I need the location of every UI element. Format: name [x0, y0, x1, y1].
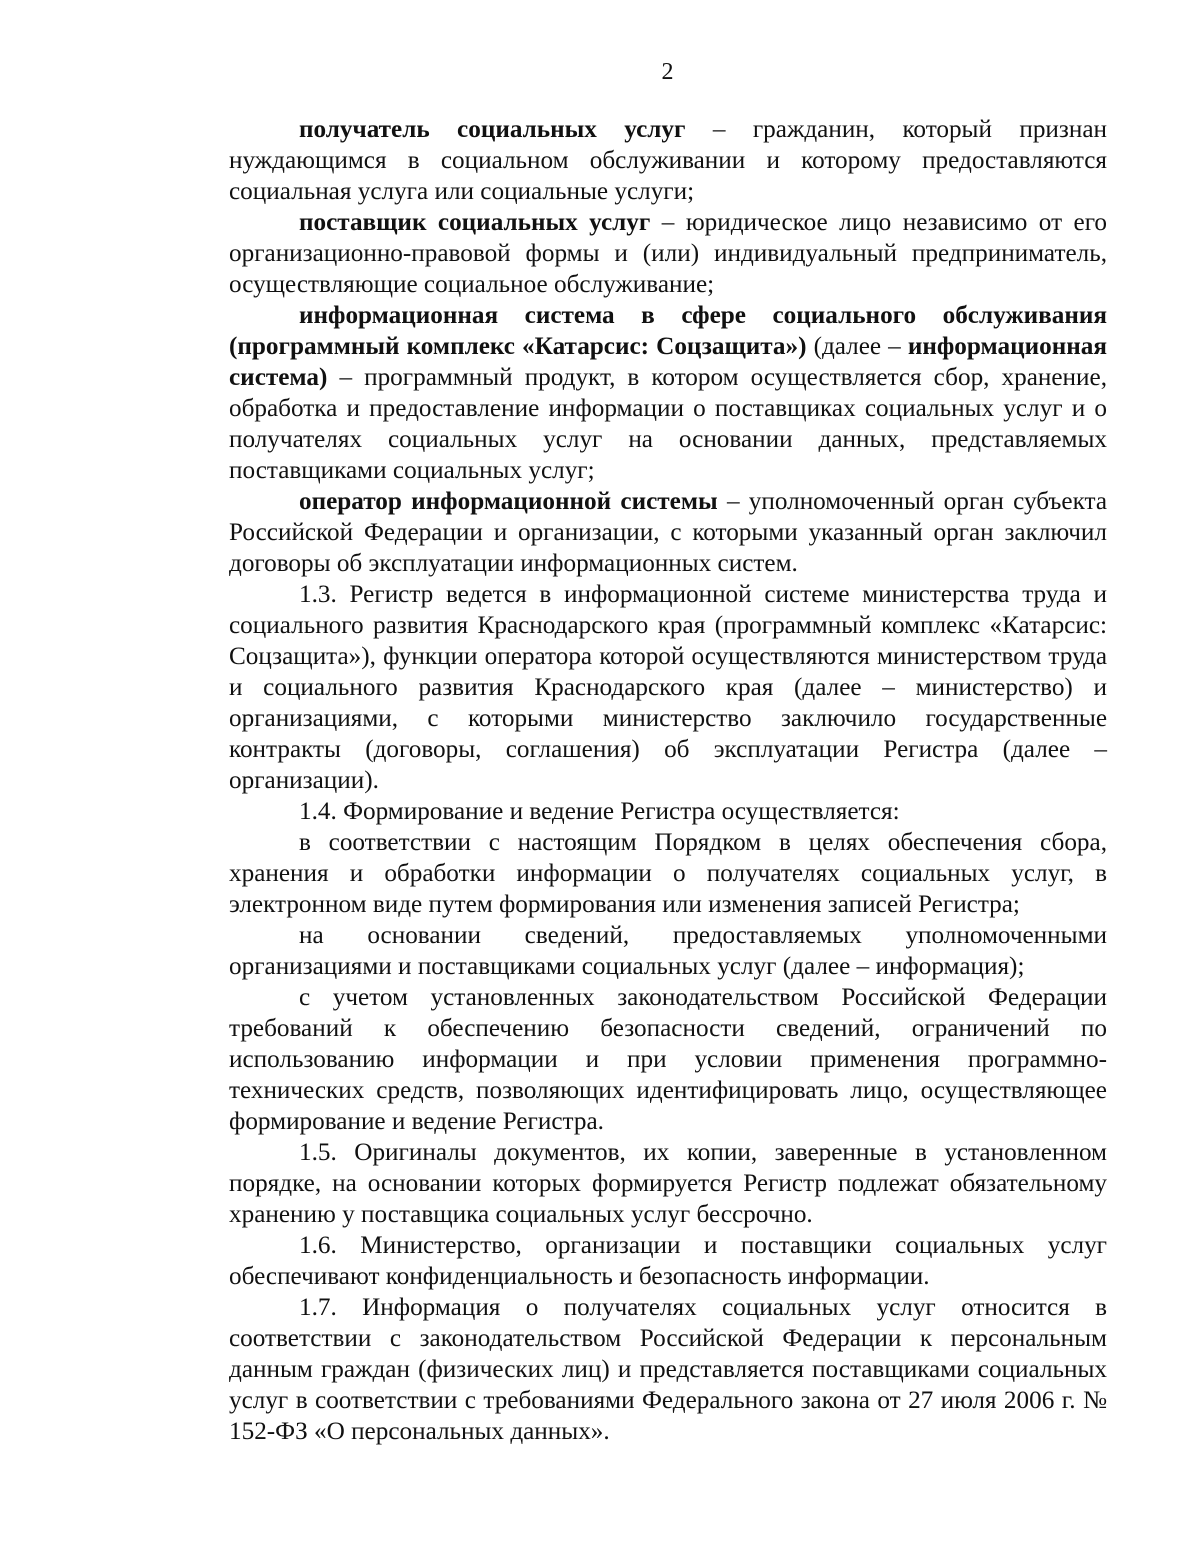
term-information-system-short: информационная система)	[229, 333, 1107, 391]
definition-provider-text: – юридическое лицо независимо от его организационно-правовой формы и (или) индивидуальный предприниматель, осуществляющие социальное обслуживание;	[229, 209, 1107, 298]
definition-recipient-text: – гражданин, который признан нуждающимся в социальном обслуживании и которому предоставляются социальная услуга или социальные услуги;	[229, 116, 1107, 205]
clause-1-3: 1.3. Регистр ведется в информационной системе министерства труда и социального развития Краснодарского края (программный комплекс «Катарсис: Соцзащита»), функции оператора которой осуществляются министерством труда и социального развития Краснодарского края (далее – министерство) и организациями, с которыми министерство заключило государственные контракты (договоры, соглашения) об эксплуатации Регистра (далее – организации).	[229, 581, 1107, 794]
definition-provider	[229, 207, 1107, 300]
clause-1-4-item-2: на основании сведений, предоставляемых уполномоченными организациями и поставщиками социальных услуг (далее – информация);	[229, 922, 1107, 980]
document-body	[229, 114, 1107, 1447]
definition-operator-text: – уполномоченный орган субъекта Российской Федерации и организации, с которыми указанный орган заключил договоры об эксплуатации информационных систем.	[229, 488, 1107, 577]
term-provider: поставщик социальных услуг	[299, 209, 651, 236]
definition-information-system-prefix: (далее –	[806, 333, 908, 360]
definition-information-system-text: – программный продукт, в котором осуществляется сбор, хранение, обработка и предоставление информации о поставщиках социальных услуг и о получателях социальных услуг на основании данных, представляемых поставщиками социальных услуг;	[229, 364, 1107, 484]
definition-operator	[229, 486, 1107, 579]
clause-1-4-item-3: с учетом установленных законодательством Российской Федерации требований к обеспечению безопасности сведений, ограничений по использованию информации и при условии применения программно-технических средств, позволяющих идентифицировать лицо, осуществляющее формирование и ведение Регистра.	[229, 984, 1107, 1135]
clause-1-4-item-1: в соответствии с настоящим Порядком в целях обеспечения сбора, хранения и обработки информации о получателях социальных услуг, в электронном виде путем формирования или изменения записей Регистра;	[229, 829, 1107, 918]
clause-1-4: 1.4. Формирование и ведение Регистра осуществляется:	[299, 798, 900, 825]
clause-1-6: 1.6. Министерство, организации и поставщики социальных услуг обеспечивают конфиденциальность и безопасность информации.	[229, 1232, 1107, 1290]
term-information-system: информационная система в сфере социального обслуживания (программный комплекс «Катарсис: Соцзащита»)	[229, 302, 1107, 360]
term-operator: оператор информационной системы	[299, 488, 718, 515]
definition-information-system	[229, 300, 1107, 486]
definition-recipient	[229, 114, 1107, 207]
clause-1-7: 1.7. Информация о получателях социальных услуг относится в соответствии с законодательством Российской Федерации к персональным данным граждан (физических лиц) и представляется поставщиками социальных услуг в соответствии с требованиями Федерального закона от 27 июля 2006 г. № 152-ФЗ «О персональных данных».	[229, 1294, 1107, 1445]
page-number: 2	[661, 59, 674, 85]
term-recipient: получатель социальных услуг	[299, 116, 686, 143]
clause-1-5: 1.5. Оригиналы документов, их копии, заверенные в установленном порядке, на основании которых формируется Регистр подлежат обязательному хранению у поставщика социальных услуг бессрочно.	[229, 1139, 1107, 1228]
